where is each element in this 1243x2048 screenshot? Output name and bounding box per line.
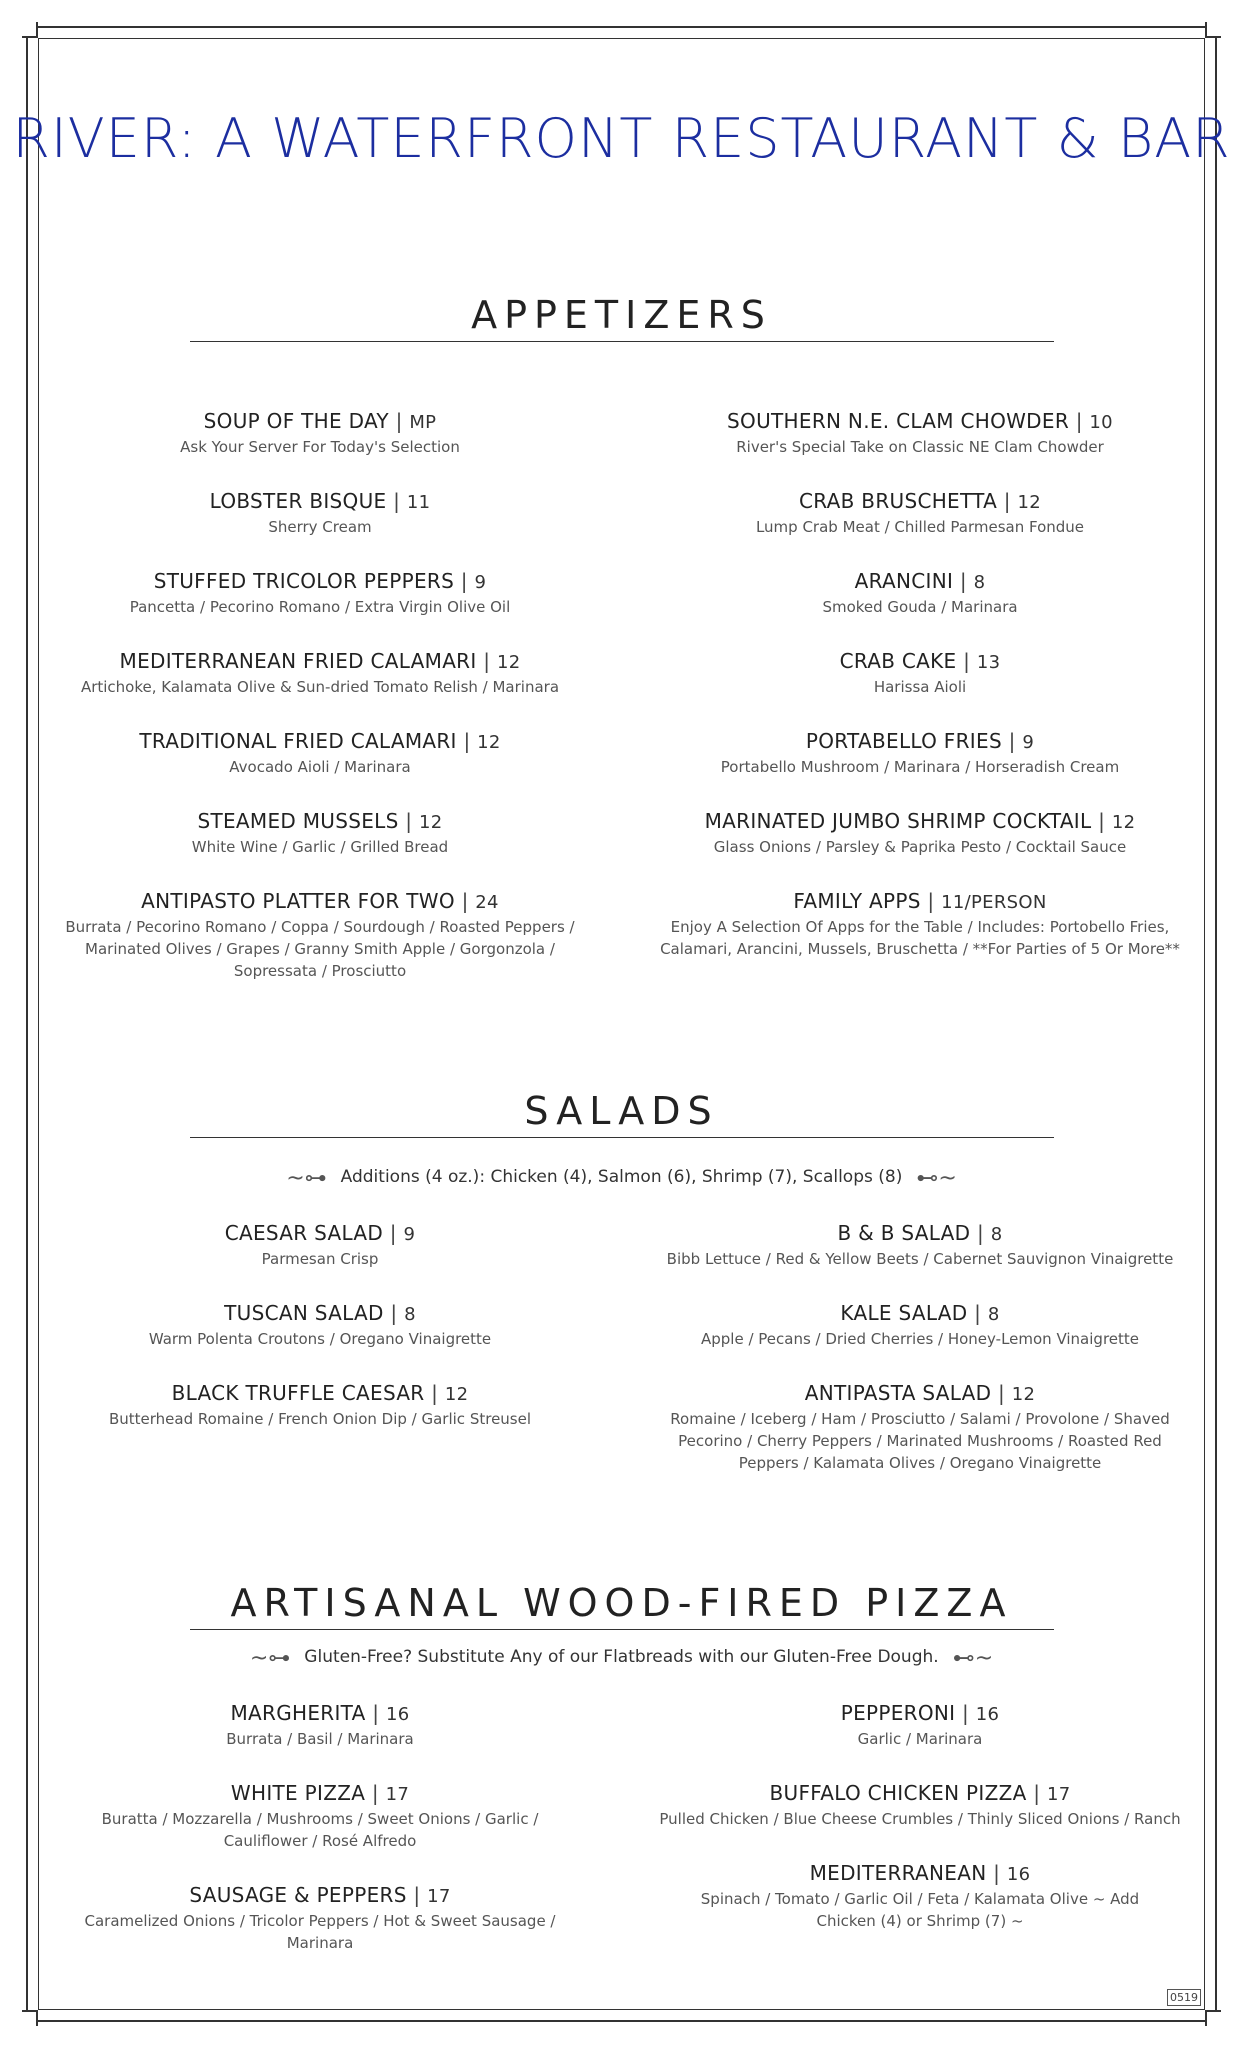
item-description: Sherry Cream	[268, 518, 372, 536]
item-price: 12	[496, 652, 521, 673]
item-price: 16	[975, 1704, 1000, 1725]
item-price: 9	[1022, 732, 1035, 753]
item-price: 10	[1089, 412, 1113, 433]
menu-item: BLACK TRUFFLE CAESAR | 12 Butterhead Romaine / French Onion Dip / Garlic Streusel	[40, 1380, 600, 1430]
item-price: 9	[474, 572, 487, 593]
item-name: ARANCINI	[854, 569, 954, 593]
item-name: STUFFED TRICOLOR PEPPERS	[153, 569, 455, 593]
corner-ornament	[22, 2010, 38, 2026]
appetizers-heading: APPETIZERS	[471, 293, 772, 337]
item-description: Pancetta / Pecorino Romano / Extra Virgin Olive Oil	[129, 598, 511, 616]
item-name: MEDITERRANEAN	[809, 1861, 987, 1885]
menu-item: MEDITERRANEAN | 16 Spinach / Tomato / Garlic Oil / Feta / Kalamata Olive ~ Add Chicken (4) or Shrimp (7) ~	[700, 1861, 1140, 1930]
item-name: STEAMED MUSSELS	[197, 809, 399, 833]
pizza-note-text: Gluten-Free? Substitute Any of our Flatbreads with our Gluten-Free Dough.	[304, 1647, 939, 1667]
menu-item: ANTIPASTA SALAD | 12 Romaine / Iceberg / Ham / Prosciutto / Salami / Provolone / Shaved Pecorino / Cherry Peppers / Marinated Mushrooms / Roasted Red Peppers / Kalamata Olives / Oregano Vinaigrette	[640, 1380, 1200, 1474]
item-description: Buratta / Mozzarella / Mushrooms / Sweet Onions / Garlic / Cauliflower / Rosé Alfredo	[101, 1810, 539, 1850]
item-description: Parmesan Crisp	[261, 1250, 379, 1268]
item-price: 12	[444, 1384, 469, 1405]
item-name: MARINATED JUMBO SHRIMP COCKTAIL	[704, 809, 1092, 833]
item-description: Burrata / Pecorino Romano / Coppa / Sourdough / Roasted Peppers / Marinated Olives / Grapes / Granny Smith Apple / Gorgonzola / Sopressata / Prosciutto	[65, 918, 575, 980]
item-name: PORTABELLO FRIES	[805, 729, 1002, 753]
salads-heading: SALADS	[524, 1089, 719, 1133]
item-price: 9	[403, 1224, 416, 1245]
item-name: BLACK TRUFFLE CAESAR	[171, 1381, 425, 1405]
item-name: WHITE PIZZA	[230, 1781, 366, 1805]
restaurant-title: RIVER: A WATERFRONT RESTAURANT & BAR	[12, 107, 1231, 170]
item-description: Bibb Lettuce / Red & Yellow Beets / Cabernet Sauvignon Vinaigrette	[666, 1250, 1174, 1268]
item-description: Lump Crab Meat / Chilled Parmesan Fondue	[755, 518, 1085, 536]
item-description: Enjoy A Selection Of Apps for the Table / Includes: Portobello Fries, Calamari, Arancini, Mussels, Bruschetta / **For Parties of 5 Or More**	[660, 918, 1180, 958]
corner-ornament	[1205, 2010, 1221, 2026]
item-price: 12	[477, 732, 501, 753]
item-price: 13	[976, 652, 1001, 673]
item-name: KALE SALAD	[840, 1301, 968, 1325]
item-price: 8	[987, 1304, 1000, 1325]
menu-item: CRAB CAKE | 13 Harissa Aioli	[640, 648, 1200, 698]
item-description: Avocado Aioli / Marinara	[229, 758, 411, 776]
item-price: 17	[427, 1886, 451, 1907]
item-description: Artichoke, Kalamata Olive & Sun-dried Tomato Relish / Marinara	[80, 678, 560, 696]
menu-item: BUFFALO CHICKEN PIZZA | 17 Pulled Chicken / Blue Cheese Crumbles / Thinly Sliced Onions / Ranch	[640, 1780, 1200, 1830]
menu-item: CRAB BRUSCHETTA | 12 Lump Crab Meat / Chilled Parmesan Fondue	[640, 488, 1200, 538]
item-description: Smoked Gouda / Marinara	[822, 598, 1018, 616]
menu-item: FAMILY APPS | 11/PERSON Enjoy A Selection Of Apps for the Table / Includes: Portobello Fries, Calamari, Arancini, Mussels, Bruschetta / **For Parties of 5 Or More**	[640, 888, 1200, 960]
item-description: Warm Polenta Croutons / Oregano Vinaigrette	[148, 1330, 492, 1348]
item-name: BUFFALO CHICKEN PIZZA	[769, 1781, 1027, 1805]
salads-additions-note	[0, 1168, 1243, 1190]
item-price: 17	[1046, 1784, 1071, 1805]
item-description: Caramelized Onions / Tricolor Peppers / Hot & Sweet Sausage / Marinara	[84, 1912, 556, 1952]
menu-item: TUSCAN SALAD | 8 Warm Polenta Croutons / Oregano Vinaigrette	[40, 1300, 600, 1350]
menu-item: KALE SALAD | 8 Apple / Pecans / Dried Cherries / Honey-Lemon Vinaigrette	[640, 1300, 1200, 1350]
item-price: 16	[386, 1704, 410, 1725]
item-name: SOUTHERN N.E. CLAM CHOWDER	[727, 409, 1070, 433]
item-description: Pulled Chicken / Blue Cheese Crumbles / Thinly Sliced Onions / Ranch	[659, 1810, 1181, 1828]
item-name: B & B SALAD	[837, 1221, 971, 1245]
item-price: 11/PERSON	[941, 892, 1047, 913]
corner-ornament	[1205, 22, 1221, 38]
item-name: TRADITIONAL FRIED CALAMARI	[139, 729, 457, 753]
item-price: 8	[404, 1304, 416, 1325]
item-name: MEDITERRANEAN FRIED CALAMARI	[119, 649, 477, 673]
menu-item: STUFFED TRICOLOR PEPPERS | 9 Pancetta / Pecorino Romano / Extra Virgin Olive Oil	[40, 568, 600, 618]
menu-item: PORTABELLO FRIES | 9 Portabello Mushroom / Marinara / Horseradish Cream	[640, 728, 1200, 778]
item-price: MP	[409, 412, 437, 433]
menu-item: PEPPERONI | 16 Garlic / Marinara	[640, 1700, 1200, 1750]
flourish-right-icon: ⊷~	[916, 1166, 957, 1191]
item-price: 16	[1006, 1864, 1031, 1885]
menu-item: CAESAR SALAD | 9 Parmesan Crisp	[40, 1220, 600, 1270]
item-price: 8	[990, 1224, 1003, 1245]
item-price: 11	[406, 492, 431, 513]
item-name: SAUSAGE & PEPPERS	[189, 1883, 407, 1907]
section-divider	[190, 1629, 1054, 1630]
flourish-left-icon: ~⊶	[249, 1646, 291, 1671]
item-name: LOBSTER BISQUE	[209, 489, 387, 513]
item-description: Spinach / Tomato / Garlic Oil / Feta / Kalamata Olive ~ Add Chicken (4) or Shrimp (7) ~	[700, 1890, 1140, 1930]
item-description: Butterhead Romaine / French Onion Dip / Garlic Streusel	[108, 1410, 532, 1428]
item-description: Harissa Aioli	[873, 678, 967, 696]
menu-item: WHITE PIZZA | 17 Buratta / Mozzarella / Mushrooms / Sweet Onions / Garlic / Cauliflower / Rosé Alfredo	[40, 1780, 600, 1852]
item-name: ANTIPASTA SALAD	[804, 1381, 992, 1405]
item-name: CAESAR SALAD	[224, 1221, 384, 1245]
item-name: PEPPERONI	[840, 1701, 956, 1725]
item-description: River's Special Take on Classic NE Clam Chowder	[736, 438, 1104, 456]
item-description: Ask Your Server For Today's Selection	[180, 438, 460, 456]
item-price: 12	[419, 812, 443, 833]
menu-item: B & B SALAD | 8 Bibb Lettuce / Red & Yellow Beets / Cabernet Sauvignon Vinaigrette	[640, 1220, 1200, 1270]
salads-note-text: Additions (4 oz.): Chicken (4), Salmon (6), Shrimp (7), Scallops (8)	[340, 1167, 903, 1187]
menu-item: ARANCINI | 8 Smoked Gouda / Marinara	[640, 568, 1200, 618]
section-divider	[190, 1137, 1054, 1138]
item-price: 12	[1111, 812, 1136, 833]
item-name: SOUP OF THE DAY	[203, 409, 389, 433]
pizza-gluten-free-note	[0, 1648, 1243, 1670]
menu-item: ANTIPASTO PLATTER FOR TWO | 24 Burrata / Pecorino Romano / Coppa / Sourdough / Roasted Peppers / Marinated Olives / Grapes / Granny Smith Apple / Gorgonzola / Sopressata / Prosciutto	[40, 888, 600, 982]
menu-item: SAUSAGE & PEPPERS | 17 Caramelized Onions / Tricolor Peppers / Hot & Sweet Sausage / Marinara	[40, 1882, 600, 1954]
item-price: 24	[475, 892, 499, 913]
item-description: Burrata / Basil / Marinara	[226, 1730, 414, 1748]
page-number: 0519	[1167, 1989, 1201, 2006]
item-name: CRAB CAKE	[839, 649, 957, 673]
item-price: 12	[1017, 492, 1042, 513]
menu-item: MEDITERRANEAN FRIED CALAMARI | 12 Artichoke, Kalamata Olive & Sun-dried Tomato Relish / Marinara	[40, 648, 600, 698]
item-description: White Wine / Garlic / Grilled Bread	[191, 838, 449, 856]
flourish-left-icon: ~⊶	[286, 1166, 327, 1191]
item-name: CRAB BRUSCHETTA	[798, 489, 998, 513]
menu-item: MARINATED JUMBO SHRIMP COCKTAIL | 12 Glass Onions / Parsley & Paprika Pesto / Cocktail Sauce	[640, 808, 1200, 858]
item-name: FAMILY APPS	[793, 889, 921, 913]
item-description: Romaine / Iceberg / Ham / Prosciutto / Salami / Provolone / Shaved Pecorino / Cherry Peppers / Marinated Mushrooms / Roasted Red Peppers / Kalamata Olives / Oregano Vinaigrette	[670, 1410, 1170, 1472]
item-name: ANTIPASTO PLATTER FOR TWO	[141, 889, 455, 913]
flourish-right-icon: ⊷~	[952, 1646, 994, 1671]
menu-item: TRADITIONAL FRIED CALAMARI | 12 Avocado Aioli / Marinara	[40, 728, 600, 778]
item-name: TUSCAN SALAD	[224, 1301, 384, 1325]
item-price: 12	[1011, 1384, 1036, 1405]
menu-item: MARGHERITA | 16 Burrata / Basil / Marinara	[40, 1700, 600, 1750]
corner-ornament	[22, 22, 38, 38]
item-description: Apple / Pecans / Dried Cherries / Honey-Lemon Vinaigrette	[700, 1330, 1139, 1348]
item-price: 8	[973, 572, 986, 593]
menu-item: SOUTHERN N.E. CLAM CHOWDER | 10 River's Special Take on Classic NE Clam Chowder	[640, 408, 1200, 458]
item-description: Portabello Mushroom / Marinara / Horseradish Cream	[720, 758, 1120, 776]
item-description: Glass Onions / Parsley & Paprika Pesto / Cocktail Sauce	[713, 838, 1127, 856]
pizza-heading: ARTISANAL WOOD-FIRED PIZZA	[230, 1581, 1013, 1625]
item-description: Garlic / Marinara	[857, 1730, 983, 1748]
menu-item: SOUP OF THE DAY | MP Ask Your Server For Today's Selection	[40, 408, 600, 458]
menu-item: LOBSTER BISQUE | 11 Sherry Cream	[40, 488, 600, 538]
item-price: 17	[385, 1784, 410, 1805]
item-name: MARGHERITA	[230, 1701, 366, 1725]
section-divider	[190, 341, 1054, 342]
menu-item: STEAMED MUSSELS | 12 White Wine / Garlic / Grilled Bread	[40, 808, 600, 858]
